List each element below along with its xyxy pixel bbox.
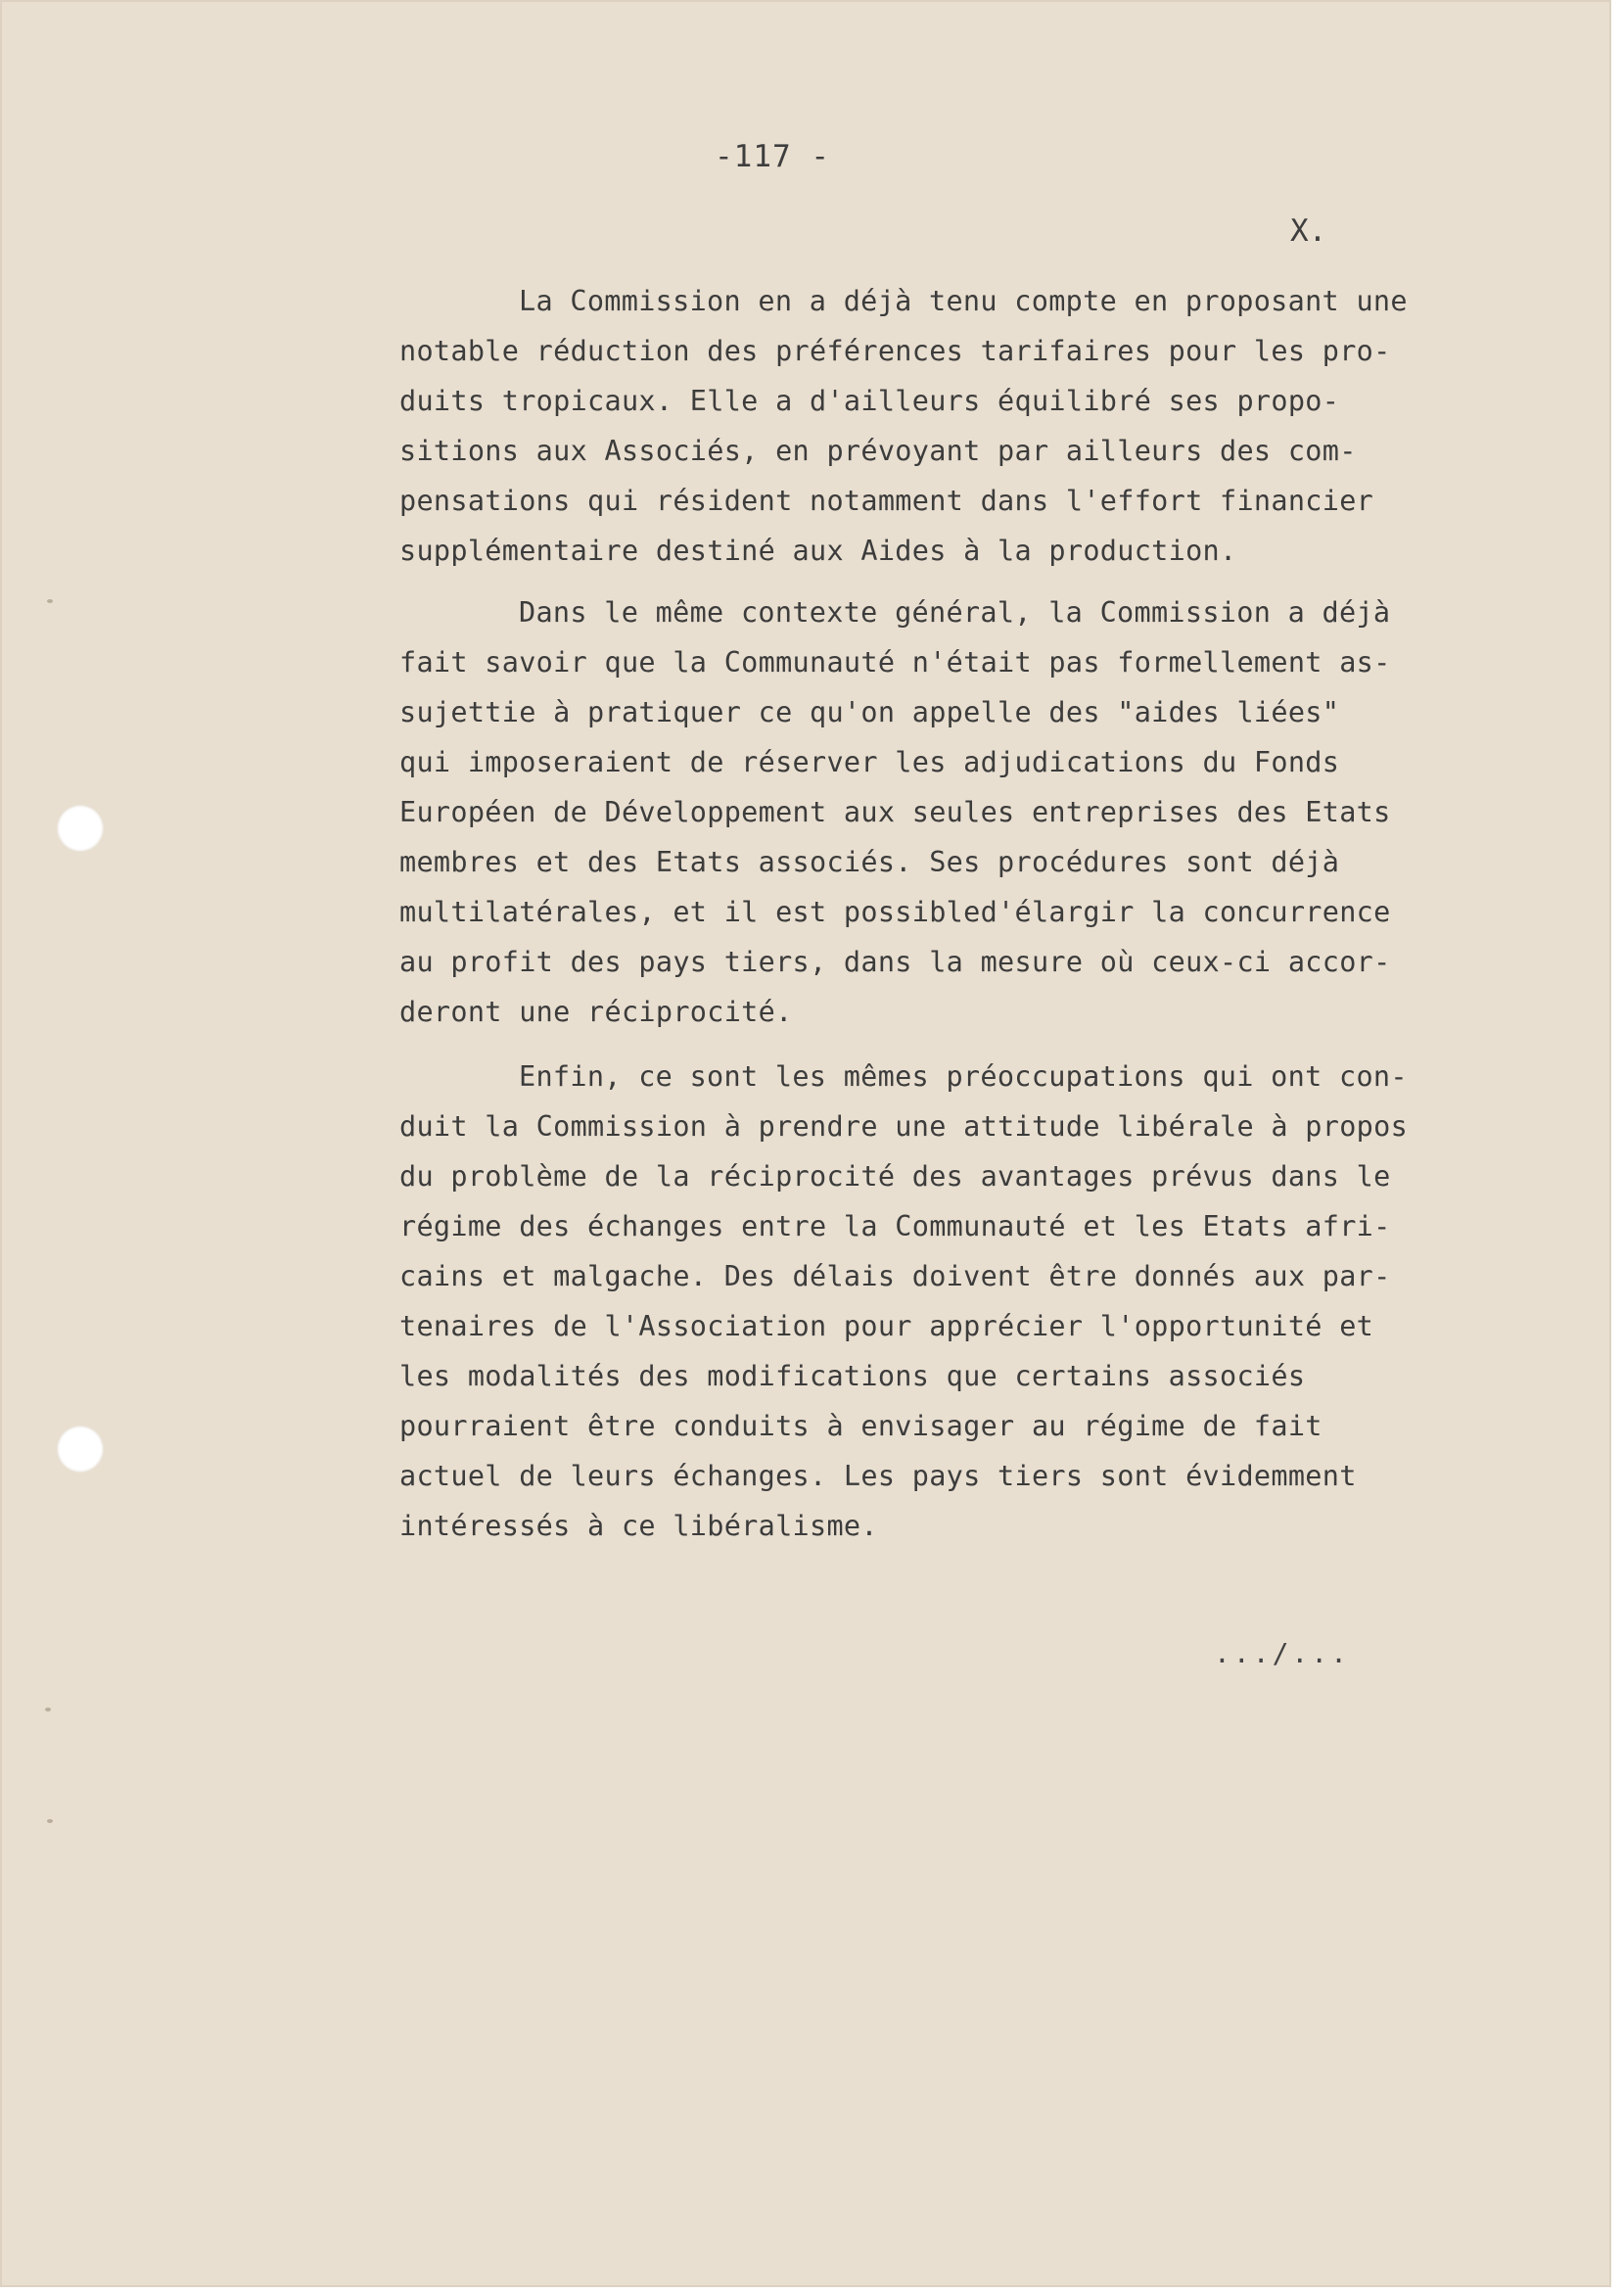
text-line: deront une réciprocité. [399, 996, 793, 1028]
text-line: qui imposeraient de réserver les adjudications du Fonds [399, 746, 1340, 778]
text-line: Dans le même contexte général, la Commission a déjà [519, 596, 1391, 629]
paragraph-1 [399, 276, 1437, 576]
text-line: supplémentaire destiné aux Aides à la production. [399, 535, 1237, 567]
text-line: notable réduction des préférences tarifaires pour les pro- [399, 335, 1391, 367]
text-line: sitions aux Associés, en prévoyant par ailleurs des com- [399, 435, 1357, 467]
paper-speck [45, 1708, 51, 1711]
section-mark: X. [1290, 213, 1327, 249]
text-line: actuel de leurs échanges. Les pays tiers sont évidemment [399, 1460, 1357, 1492]
text-line: membres et des Etats associés. Ses procédures sont déjà [399, 846, 1340, 878]
text-line: intéressés à ce libéralisme. [399, 1510, 878, 1542]
text-line: au profit des pays tiers, dans la mesure où ceux-ci accor- [399, 946, 1391, 978]
text-line: cains et malgache. Des délais doivent être donnés aux par- [399, 1260, 1391, 1292]
paper-speck [47, 1819, 53, 1823]
text-line: La Commission en a déjà tenu compte en proposant une [519, 285, 1408, 317]
text-line: les modalités des modifications que certains associés [399, 1360, 1306, 1392]
text-line: sujettie à pratiquer ce qu'on appelle des "aides liées" [399, 696, 1340, 728]
text-line: duits tropicaux. Elle a d'ailleurs équilibré ses propo- [399, 385, 1340, 417]
text-line: pourraient être conduits à envisager au régime de fait [399, 1410, 1322, 1442]
paragraph-3 [399, 1052, 1437, 1551]
punch-hole-lower [57, 1426, 104, 1473]
page-number: -117 - [715, 139, 830, 174]
text-line: régime des échanges entre la Communauté et les Etats afri- [399, 1210, 1391, 1242]
text-line: Enfin, ce sont les mêmes préoccupations qui ont con- [519, 1060, 1408, 1093]
paper-speck [47, 599, 53, 603]
text-line: du problème de la réciprocité des avantages prévus dans le [399, 1160, 1391, 1193]
text-line: multilatérales, et il est possibled'élargir la concurrence [399, 896, 1391, 928]
text-line: Européen de Développement aux seules entreprises des Etats [399, 796, 1391, 828]
text-line: tenaires de l'Association pour apprécier l'opportunité et [399, 1310, 1374, 1342]
text-line: duit la Commission à prendre une attitude libérale à propos [399, 1110, 1409, 1143]
text-line: pensations qui résident notamment dans l'effort financier [399, 485, 1374, 517]
paragraph-2 [399, 587, 1437, 1037]
continuation-mark: .../... [1214, 1637, 1351, 1669]
text-line: fait savoir que la Communauté n'était pas formellement as- [399, 646, 1391, 679]
punch-hole-upper [57, 805, 104, 852]
